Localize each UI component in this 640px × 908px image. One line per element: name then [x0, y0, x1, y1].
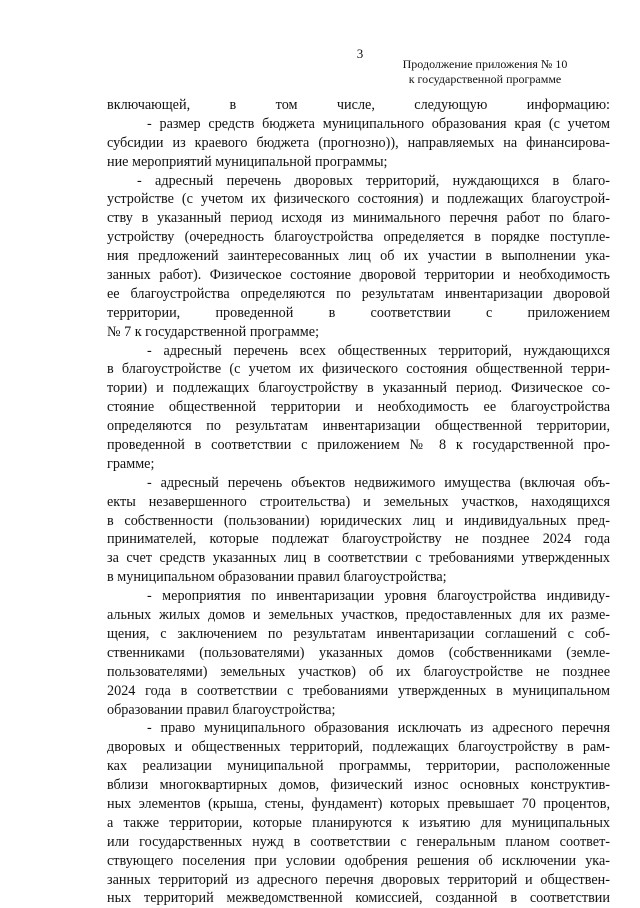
- text-line: ствующего поселения при условии одобрения решения об исключении ука-: [107, 852, 610, 869]
- text-line: ее благоустройства определяются по результатам инвентаризации дворовой: [107, 285, 610, 302]
- text-line: занных работ). Физическое состояние дворовой территории и необходимость: [107, 267, 610, 284]
- page-number: 3: [356, 46, 364, 61]
- text-line: принимателей, которые подлежат благоустройству не позднее 2024 года: [107, 531, 610, 548]
- text-line: стояние общественной территории и необходимость ее благоустройства: [107, 399, 610, 416]
- text-line: устройству (очередность благоустройства определяется в порядке поступле-: [107, 229, 610, 246]
- text-line: в благоустройстве (с учетом их физического состояния общественной терри-: [107, 361, 610, 378]
- text-line: пользователями) земельных участков) об их благоустройстве не позднее: [107, 663, 610, 680]
- text-line: а также территории, которые планируются к изъятию для муниципальных: [107, 814, 610, 831]
- text-line: тории) и подлежащих благоустройству в указанный период. Физическое со-: [107, 380, 610, 397]
- text-line: включающей, в том числе, следующую информацию:: [107, 97, 610, 113]
- text-line: определяются по результатам инвентаризации общественной территории,: [107, 418, 610, 435]
- appendix-header-line: к государственной программе: [408, 72, 562, 86]
- text-line: территории, проведенной в соответствии с приложением: [107, 304, 610, 321]
- text-line: ках реализации муниципальной программы, территории, расположенные: [107, 758, 610, 775]
- text-line: устройстве (с учетом их физического состояния) и подлежащих благоустрой-: [107, 191, 610, 208]
- text-line: субсидии из краевого бюджета (прогнозно)), направляемых на финансирова-: [107, 134, 610, 151]
- text-line: за счет средств указанных лиц в соответствии с требованиями утвержденных: [107, 550, 610, 567]
- text-line: образовании правил благоустройства;: [107, 701, 336, 718]
- text-line: в муниципальном образовании правил благоустройства;: [107, 569, 447, 586]
- text-line: ние мероприятий муниципальной программы;: [107, 153, 388, 170]
- appendix-header: [380, 57, 590, 87]
- text-line: вблизи многоквартирных домов, физический износ основных конструктив-: [107, 777, 610, 794]
- text-line: - адресный перечень объектов недвижимого имущества (включая объ-: [147, 474, 610, 491]
- text-line: ния предложений заинтересованных лиц об их участии в выполнении ука-: [107, 248, 610, 265]
- appendix-header-line: Продолжение приложения № 10: [402, 57, 568, 71]
- text-line: занных территорий из адресного перечня дворовых территорий и обществен-: [107, 871, 610, 888]
- text-line: - адресный перечень дворовых территорий, нуждающихся в благо-: [137, 172, 610, 189]
- text-line: ственниками (пользователями) указанных домов (собственниками (земле-: [107, 644, 610, 661]
- text-line: № 7 к государственной программе;: [107, 323, 320, 340]
- text-line: - мероприятия по инвентаризации уровня благоустройства индивиду-: [147, 588, 610, 605]
- text-line: - адресный перечень всех общественных территорий, нуждающихся: [147, 342, 610, 359]
- text-line: екты незавершенного строительства) и земельных участков, находящихся: [107, 493, 610, 510]
- text-line: в собственности (пользовании) юридических лиц и индивидуальных пред-: [107, 512, 610, 529]
- text-line: 2024 года в соответствии с требованиями утвержденных в муниципальном: [107, 682, 610, 699]
- text-line: ству в указанный период исходя из минимального перечня работ по благо-: [107, 210, 610, 227]
- text-line: - размер средств бюджета муниципального образования края (с учетом: [147, 115, 610, 132]
- text-line: ных территорий межведомственной комиссией, созданной в соответствии: [107, 890, 610, 907]
- text-line: проведенной в соответствии с приложением № 8 к государственной про-: [107, 437, 610, 454]
- text-line: альных жилых домов и земельных участков, предоставленных для их разме-: [107, 607, 610, 624]
- text-line: грамме;: [107, 455, 155, 472]
- text-line: - право муниципального образования исключать из адресного перечня: [147, 720, 610, 737]
- body-text: [107, 96, 610, 908]
- text-line: или государственных нужд в соответствии с генеральным планом соответ-: [107, 833, 610, 850]
- text-line: щения, с заключением по результатам инвентаризации соглашений с соб-: [107, 625, 610, 642]
- text-line: ных элементов (крыша, стены, фундамент) которых превышает 70 процентов,: [107, 795, 610, 812]
- text-line: дворовых и общественных территорий, подлежащих благоустройству в рам-: [107, 739, 610, 756]
